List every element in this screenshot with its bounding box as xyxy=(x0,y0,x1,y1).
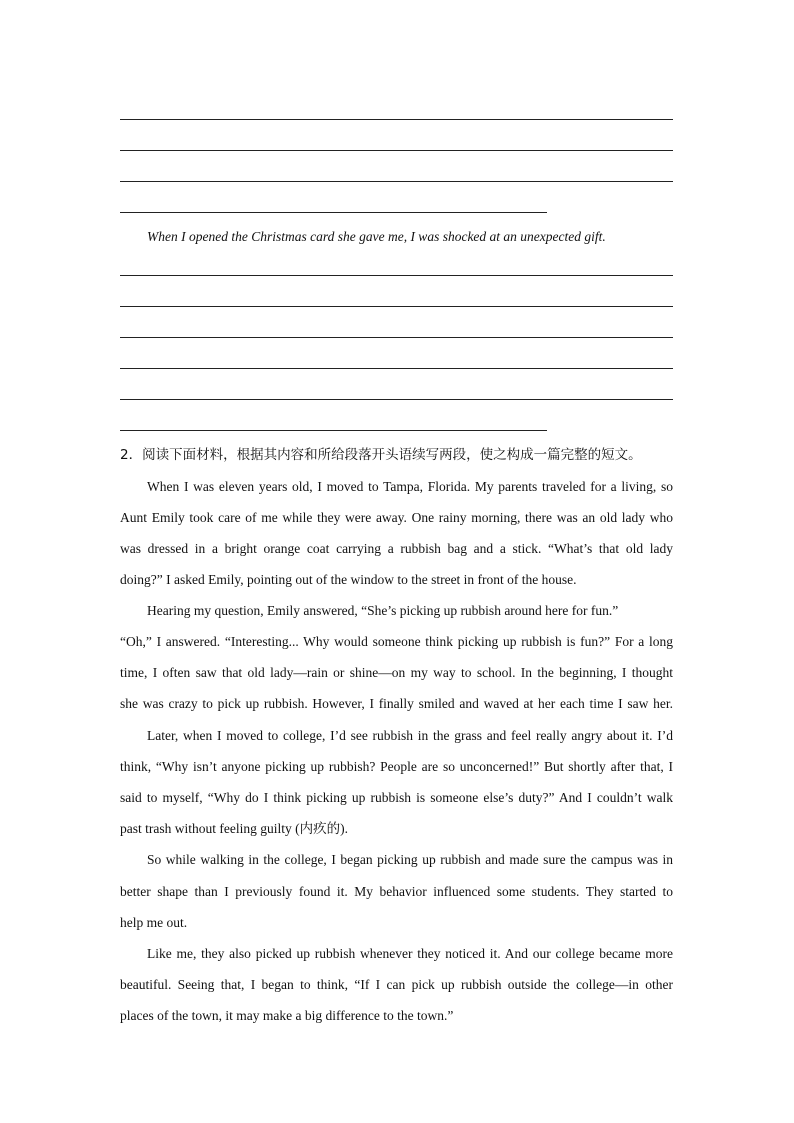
passage-line: better shape than I previously found it. My behavior influenced some students. They started to xyxy=(120,884,673,899)
writing-line xyxy=(120,399,673,400)
passage-line: Aunt Emily took care of me while they were away. One rainy morning, there was an old lady who xyxy=(120,510,673,525)
writing-line xyxy=(120,119,673,120)
writing-line xyxy=(120,150,673,151)
passage-line: think, “Why isn’t anyone picking up rubbish? People are so unconcerned!” But shortly after that, I xyxy=(120,759,673,774)
passage-line: said to myself, “Why do I think picking up rubbish is someone else’s duty?” And I couldn’t walk xyxy=(120,790,673,805)
passage-line: Hearing my question, Emily answered, “She’s picking up rubbish around here for fun.” xyxy=(147,603,619,618)
passage-line: So while walking in the college, I began picking up rubbish and made sure the campus was in xyxy=(147,852,673,867)
writing-line xyxy=(120,275,673,276)
passage-line: Later, when I moved to college, I’d see rubbish in the grass and feel really angry about it. I’d xyxy=(147,728,673,743)
passage-line: “Oh,” I answered. “Interesting... Why would someone think picking up rubbish is fun?” For a long xyxy=(120,634,673,649)
passage-line: When I was eleven years old, I moved to Tampa, Florida. My parents traveled for a living, so xyxy=(147,479,673,494)
passage-line: was dressed in a bright orange coat carrying a rubbish bag and a stick. “What’s that old lady xyxy=(120,541,673,556)
passage-line: beautiful. Seeing that, I began to think, “If I can pick up rubbish outside the college—in other xyxy=(120,977,673,992)
passage-line: doing?” I asked Emily, pointing out of the window to the street in front of the house. xyxy=(120,572,577,587)
passage-line: she was crazy to pick up rubbish. However, I finally smiled and waved at her each time I saw her. xyxy=(120,696,673,711)
writing-line xyxy=(120,306,673,307)
passage-line: help me out. xyxy=(120,915,188,930)
writing-line xyxy=(120,430,547,431)
writing-line xyxy=(120,181,673,182)
passage-line: past trash without feeling guilty (内疚的). xyxy=(120,821,348,836)
paragraph-opening-prompt: When I opened the Christmas card she gave me, I was shocked at an unexpected gift. xyxy=(147,229,606,244)
writing-line xyxy=(120,368,673,369)
passage-line: time, I often saw that old lady—rain or shine—on my way to school. In the beginning, I thought xyxy=(120,665,673,680)
writing-line xyxy=(120,212,547,213)
question-heading: 2．阅读下面材料，根据其内容和所给段落开头语续写两段，使之构成一篇完整的短文。 xyxy=(120,447,642,463)
writing-line xyxy=(120,337,673,338)
passage-line: places of the town, it may make a big difference to the town.” xyxy=(120,1008,454,1023)
passage-line: Like me, they also picked up rubbish whenever they noticed it. And our college became more xyxy=(147,946,673,961)
